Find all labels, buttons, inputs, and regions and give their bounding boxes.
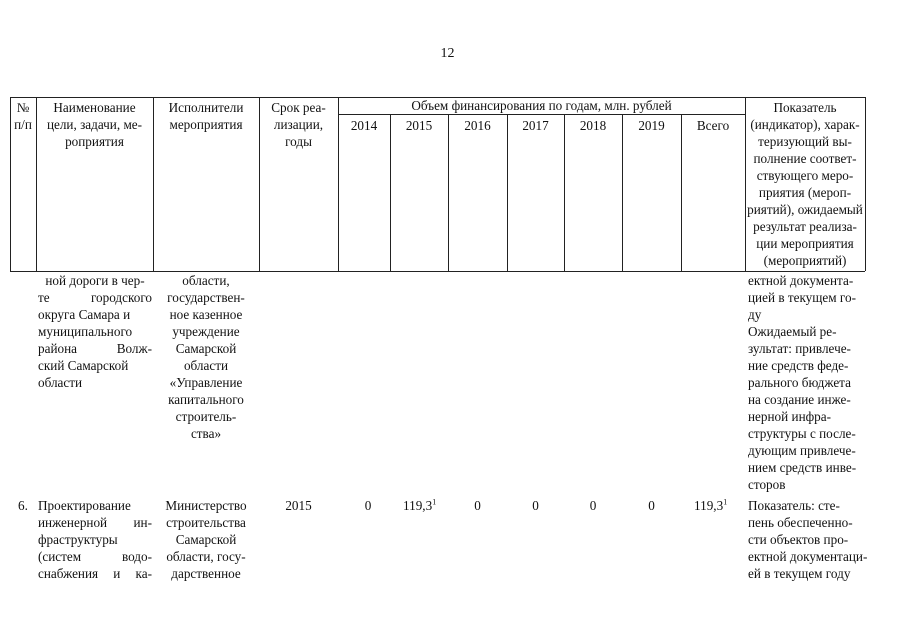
- year-total: Всего: [696, 118, 730, 133]
- footnote-mark: 1: [723, 497, 728, 507]
- year-2015: 2015: [405, 118, 433, 133]
- row6-term: 2015: [285, 498, 312, 513]
- year-2018: 2018: [579, 118, 607, 133]
- page-number: 12: [440, 46, 455, 61]
- year-2019: 2019: [638, 118, 665, 133]
- row-number: 6.: [18, 498, 28, 513]
- row6-value-total: 119,3$^1$: [694, 497, 728, 513]
- year-2017: 2017: [522, 118, 549, 133]
- row6-value-2019: 0: [648, 498, 655, 513]
- row6-value-2016: 0: [474, 498, 481, 513]
- year-2014: 2014: [350, 118, 378, 133]
- row6-value-2018: 0: [589, 498, 597, 513]
- row6-value-2014: 0: [364, 498, 372, 513]
- year-2016: 2016: [464, 118, 491, 133]
- row6-value-2015: 119,3$^1$: [403, 497, 437, 513]
- row6-value-2017: 0: [532, 498, 539, 513]
- footnote-mark: 1: [432, 497, 437, 507]
- header-funding-title: Объем финансирования по годам, млн. рублей: [411, 98, 672, 113]
